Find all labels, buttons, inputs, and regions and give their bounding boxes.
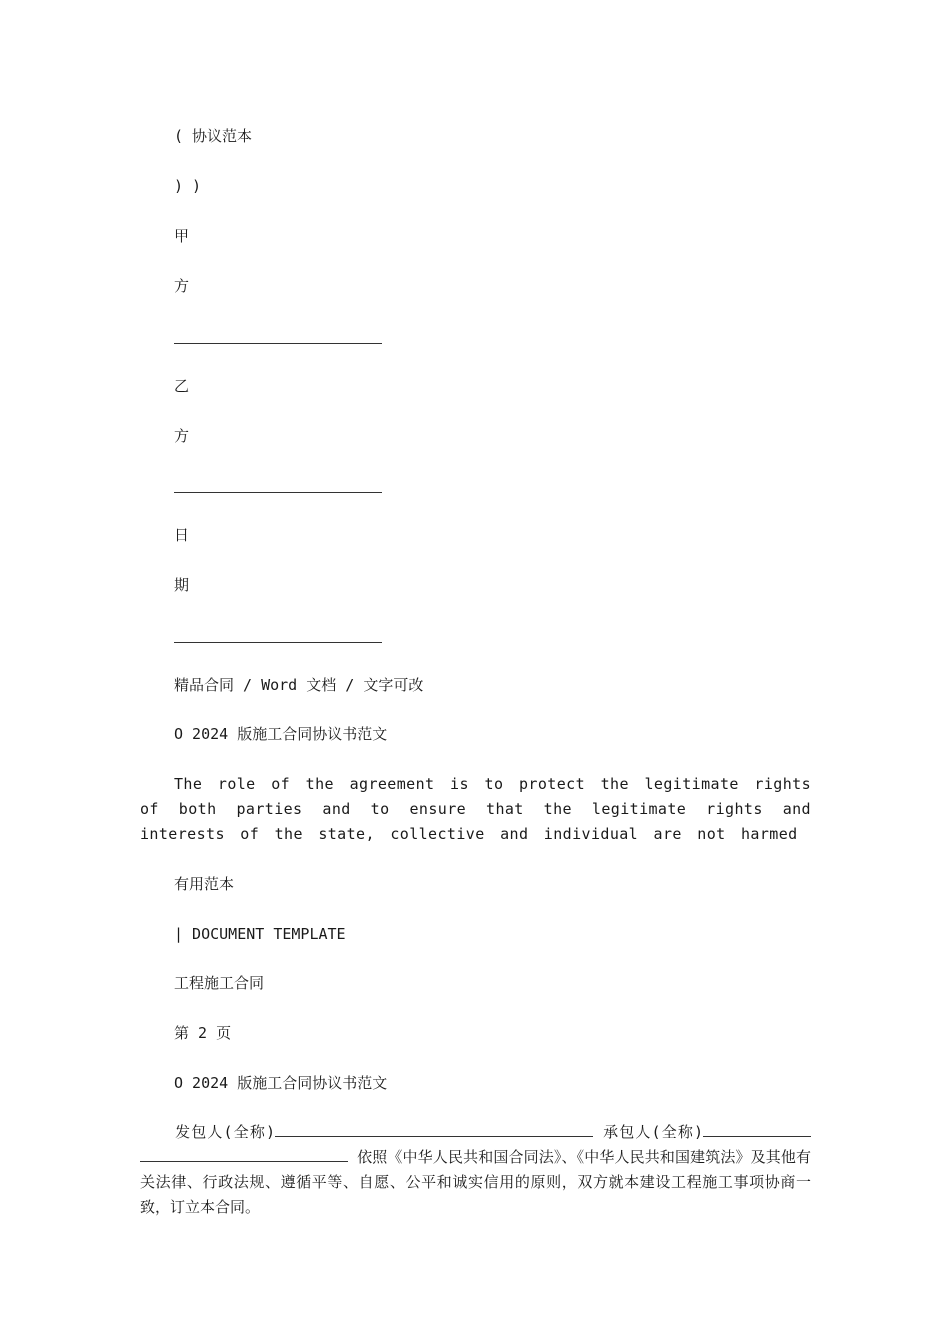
useful-template-label: 有用范本 <box>174 875 235 893</box>
cover-title-close: ) ) <box>174 177 202 195</box>
contractor-name-blank-part-2 <box>140 1146 348 1162</box>
document-template-label: | DOCUMENT TEMPLATE <box>174 925 346 943</box>
page-number: 第 2 页 <box>174 1024 232 1042</box>
contract-preamble-paragraph <box>140 1120 811 1220</box>
party-b-label-char-2: 方 <box>174 427 190 445</box>
party-b-label-char-1: 乙 <box>174 377 190 395</box>
document-title: O 2024 版施工合同协议书范文 <box>174 725 388 743</box>
contractor-label: 承包人(全称) <box>603 1123 704 1141</box>
date-blank-line <box>174 642 382 643</box>
party-a-blank-line <box>174 343 382 344</box>
document-title-repeat: O 2024 版施工合同协议书范文 <box>174 1074 388 1092</box>
english-intro-text: The role of the agreement is to protect the legitimate rights of both parties and to ensure that the legitimate rights and interests of the state, collective and individual are not harmed <box>140 775 811 843</box>
party-a-label-char-1: 甲 <box>174 227 190 245</box>
english-intro-paragraph <box>140 772 811 847</box>
employer-name-blank <box>275 1121 593 1137</box>
tagline: 精品合同 / Word 文档 / 文字可改 <box>174 676 424 694</box>
party-a-label-char-2: 方 <box>174 277 190 295</box>
party-b-blank-line <box>174 492 382 493</box>
preamble-clause: 依照《中华人民共和国合同法》、《中华人民共和国建筑法》及其他有关法律、行政法规、遵循平等、自愿、公平和诚实信用的原则，双方就本建设工程施工事项协商一致，订立本合同。 <box>140 1148 812 1216</box>
contractor-name-blank-part-1 <box>703 1121 811 1137</box>
contract-name: 工程施工合同 <box>174 974 265 992</box>
cover-title-open: ( 协议范本 <box>174 127 253 145</box>
date-label-char-2: 期 <box>174 576 190 594</box>
date-label-char-1: 日 <box>174 526 190 544</box>
employer-label: 发包人(全称) <box>174 1123 275 1141</box>
